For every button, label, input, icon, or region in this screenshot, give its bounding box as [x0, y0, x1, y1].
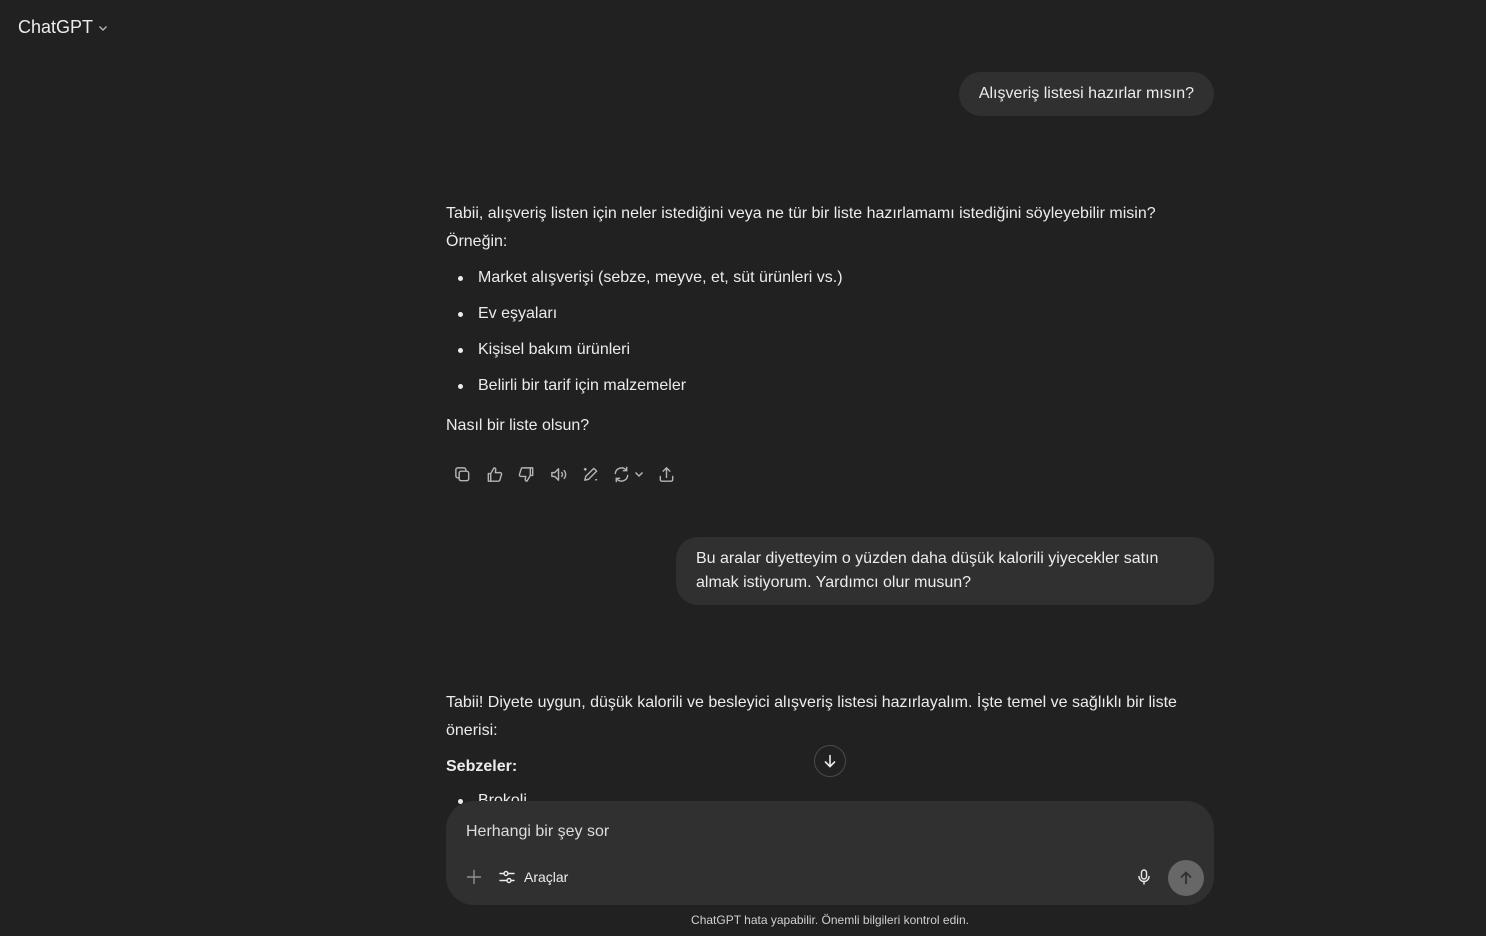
user-message-line: almak istiyorum. Yardımcı olur musun? [696, 574, 972, 591]
user-message-bubble: Alışveriş listesi hazırlar mısın? [959, 72, 1214, 116]
tools-button[interactable] [498, 863, 568, 891]
thumbs-down-button[interactable] [510, 458, 542, 490]
share-icon [657, 465, 676, 484]
chevron-down-icon [97, 22, 109, 34]
list-item: Belirli bir tarif için malzemeler [446, 372, 1214, 400]
list-item: Ev eşyaları [446, 300, 1214, 328]
composer [446, 801, 1214, 905]
regenerate-button[interactable] [606, 458, 650, 490]
model-selector[interactable] [10, 12, 117, 42]
user-message-line: Bu aralar diyetteyim o yüzden daha düşük kalorili yiyecekler satın [696, 550, 1159, 567]
read-aloud-button[interactable] [542, 458, 574, 490]
thumbs-up-button[interactable] [478, 458, 510, 490]
regenerate-icon [612, 465, 631, 484]
edit-button[interactable] [574, 458, 606, 490]
sliders-icon [498, 868, 516, 886]
thumbs-down-icon [517, 465, 536, 484]
assistant-text: Nasıl bir liste olsun? [446, 417, 590, 434]
microphone-icon [1135, 868, 1153, 886]
list-item: Kişisel bakım ürünleri [446, 336, 1214, 364]
read-aloud-icon [549, 465, 568, 484]
add-attachment-button[interactable] [460, 863, 488, 891]
send-button[interactable] [1168, 860, 1204, 896]
assistant-text: Tabii, alışveriş listen için neler istediğini veya ne tür bir liste hazırlamamı istediğini söyleyebilir misin? [446, 205, 1156, 222]
copy-button[interactable] [446, 458, 478, 490]
plus-icon [465, 868, 483, 886]
assistant-text: Tabii! Diyete uygun, düşük kalorili ve besleyici alışveriş listesi hazırlayalım. İşte temel ve sağlıklı bir liste [446, 694, 1177, 711]
model-label: ChatGPT [18, 16, 94, 37]
tools-label: Araçlar [524, 869, 569, 885]
message-actions [446, 458, 1214, 490]
user-message-bubble [676, 537, 1214, 605]
section-heading: Sebzeler: [446, 758, 518, 775]
list-item: Market alışverişi (sebze, meyve, et, süt ürünleri vs.) [446, 264, 1214, 292]
assistant-text: Örneğin: [446, 233, 508, 250]
copy-icon [453, 465, 472, 484]
prompt-input[interactable] [466, 821, 1166, 843]
conversation-thread[interactable] [446, 0, 1214, 800]
arrow-down-icon [822, 753, 838, 769]
assistant-list [446, 264, 1214, 400]
user-message-row [676, 537, 1214, 605]
footer-disclaimer: ChatGPT hata yapabilir. Önemli bilgileri kontrol edin. [691, 913, 969, 927]
scroll-to-bottom-button[interactable] [814, 745, 846, 777]
thumbs-up-icon [485, 465, 504, 484]
edit-icon [581, 465, 600, 484]
assistant-text: önerisi: [446, 722, 498, 739]
share-button[interactable] [650, 458, 682, 490]
user-message-row [959, 72, 1214, 116]
dictate-button[interactable] [1130, 863, 1158, 891]
chevron-down-icon [633, 468, 645, 480]
assistant-message [446, 200, 1214, 490]
arrow-up-icon [1178, 870, 1194, 886]
